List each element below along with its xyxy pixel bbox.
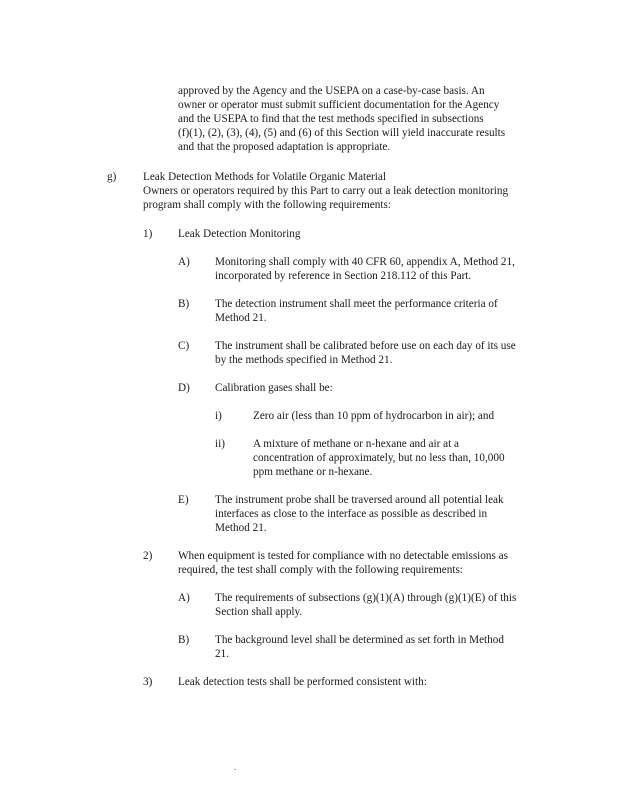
text-line: incorporated by reference in Section 218.112 of this Part. xyxy=(215,270,472,282)
item-2b-text xyxy=(215,633,504,661)
item-3-label: 3) xyxy=(143,676,153,688)
text-line: Monitoring shall comply with 40 CFR 60, appendix A, Method 21, xyxy=(215,256,515,268)
item-2b-label: B) xyxy=(178,634,190,646)
text-line: A mixture of methane or n-hexane and air at a xyxy=(253,438,459,450)
item-1b-text xyxy=(215,297,498,325)
item-1d-ii-label: ii) xyxy=(215,438,225,450)
text-line: Leak detection tests shall be performed consistent with: xyxy=(178,676,427,688)
item-2-label: 2) xyxy=(143,550,153,562)
item-2a-label: A) xyxy=(178,592,190,604)
item-1-label: 1) xyxy=(143,228,153,240)
text-line: owner or operator must submit sufficient documentation for the Agency xyxy=(178,99,500,111)
text-line: Owners or operators required by this Part to carry out a leak detection monitoring xyxy=(143,185,509,197)
text-line: The instrument shall be calibrated before use on each day of its use xyxy=(215,340,516,352)
item-1b-label: B) xyxy=(178,298,190,310)
text-line: Section shall apply. xyxy=(215,606,303,618)
text-line: The instrument probe shall be traversed around all potential leak xyxy=(215,494,504,506)
text-line: interfaces as close to the interface as possible as described in xyxy=(215,508,488,520)
item-3-text xyxy=(178,675,427,689)
item-1a-label: A) xyxy=(178,256,190,268)
item-1c-label: C) xyxy=(178,340,190,352)
page-footer-mark: . xyxy=(234,762,237,772)
text-line: approved by the Agency and the USEPA on a case-by-case basis. An xyxy=(178,85,485,97)
text-line: The detection instrument shall meet the performance criteria of xyxy=(215,298,498,310)
item-1-title: Leak Detection Monitoring xyxy=(178,228,301,240)
item-1c-text xyxy=(215,339,516,367)
intro-paragraph xyxy=(178,84,505,154)
item-2a-text xyxy=(215,591,516,619)
text-line: program shall comply with the following requirements: xyxy=(143,199,391,211)
text-line: and that the proposed adaptation is appropriate. xyxy=(178,141,391,153)
text-line: Method 21. xyxy=(215,312,267,324)
item-1a-text xyxy=(215,255,515,283)
section-g-body xyxy=(143,170,508,212)
text-line: The background level shall be determined as set forth in Method xyxy=(215,634,504,646)
text-line: Method 21. xyxy=(215,522,267,534)
text-line: and the USEPA to find that the test methods specified in subsections xyxy=(178,113,484,125)
text-line: 21. xyxy=(215,648,229,660)
item-1d-i-text xyxy=(253,409,494,423)
item-1d-title: Calibration gases shall be: xyxy=(215,382,333,394)
item-1d-label: D) xyxy=(178,382,190,394)
item-1d-ii-text xyxy=(253,437,505,479)
section-g-title: Leak Detection Methods for Volatile Organic Material xyxy=(143,171,386,183)
item-1e-text xyxy=(215,493,504,535)
text-line: by the methods specified in Method 21. xyxy=(215,354,393,366)
text-line: required, the test shall comply with the following requirements: xyxy=(178,564,463,576)
text-line: (f)(1), (2), (3), (4), (5) and (6) of this Section will yield inaccurate results xyxy=(178,127,506,139)
text-line: The requirements of subsections (g)(1)(A) through (g)(1)(E) of this xyxy=(215,592,517,604)
section-g-label: g) xyxy=(107,171,117,183)
item-1d-i-label: i) xyxy=(215,410,222,422)
text-line: Zero air (less than 10 ppm of hydrocarbon in air); and xyxy=(253,410,495,422)
text-line: When equipment is tested for compliance with no detectable emissions as xyxy=(178,550,508,562)
text-line: ppm methane or n-hexane. xyxy=(253,466,373,478)
item-2-text xyxy=(178,549,508,577)
item-1e-label: E) xyxy=(178,494,189,506)
text-line: concentration of approximately, but no less than, 10,000 xyxy=(253,452,505,464)
